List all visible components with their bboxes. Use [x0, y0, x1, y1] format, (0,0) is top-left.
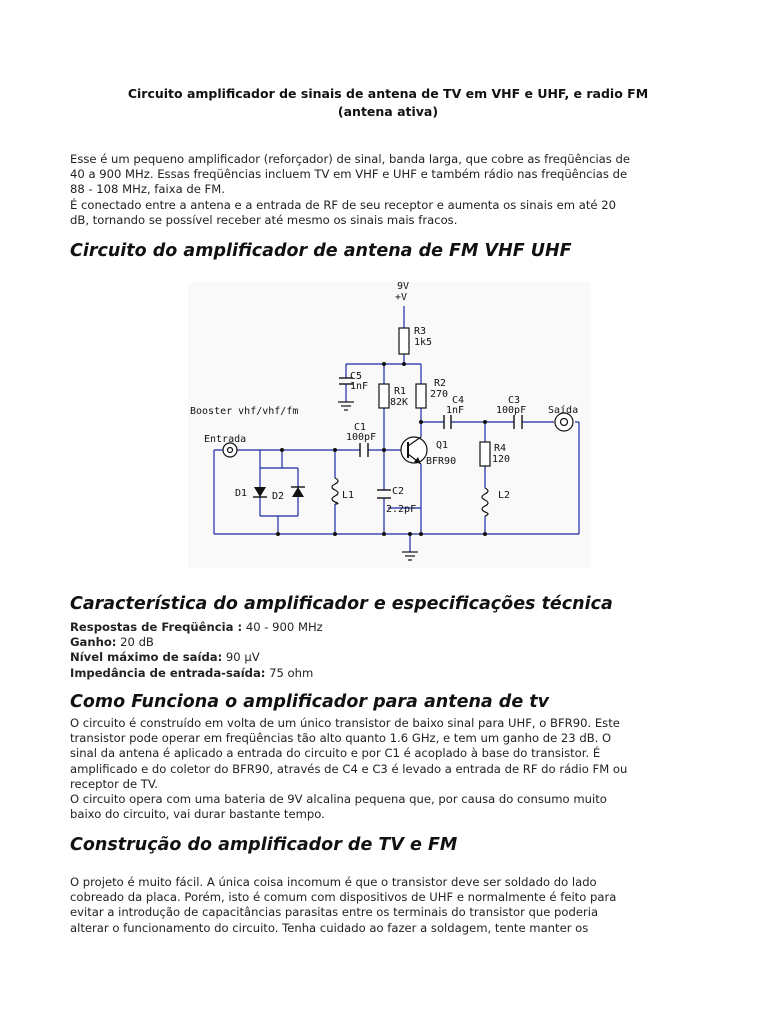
label-c4: C4	[452, 395, 465, 406]
construction-line: cobreado da placa. Porém, isto é comum com dispositivos de UHF e normalmente é feito para	[70, 890, 617, 905]
label-d2: D2	[272, 491, 285, 502]
resistor-r3	[399, 328, 409, 354]
how-it-works-line: transistor pode operar em freqüências tão alto quanto 1.6 GHz, e tem um ganho de 23 dB. O	[70, 731, 612, 746]
intro-paragraph	[70, 152, 710, 228]
label-c3-value: 100pF	[496, 405, 527, 416]
resistor-r2	[416, 384, 426, 408]
how-it-works-line: amplificado e do coletor do BFR90, através de C4 e C3 é levado a entrada de RF do rádio FM ou	[70, 761, 628, 776]
intro-line: 40 a 900 MHz. Essas freqüências incluem TV em VHF e UHF e também rádio nas freqüências de	[70, 167, 628, 182]
label-r4-value: 120	[492, 454, 511, 465]
label-c2: C2	[392, 486, 405, 497]
label-r4: R4	[494, 443, 507, 454]
label-c4-value: 1nF	[446, 405, 465, 416]
spec-row	[70, 635, 323, 650]
label-r1-value: 82K	[390, 397, 409, 408]
label-d1: D1	[235, 488, 248, 499]
transistor-q1-icon	[401, 437, 427, 464]
section-heading-circuit: Circuito do amplificador de antena de FM VHF UHF	[70, 241, 572, 261]
label-r2: R2	[434, 378, 447, 389]
label-booster: Booster vhf/vhf/fm	[190, 406, 299, 417]
label-r3: R3	[414, 326, 427, 337]
construction-line: alterar o funcionamento do circuito. Tenha cuidado ao fazer a soldagem, tente manter os	[70, 920, 589, 935]
label-entrada: Entrada	[204, 434, 247, 445]
spec-row	[70, 620, 323, 635]
page-title-line1: Circuito amplificador de sinais de antena de TV em VHF e UHF, e radio FM	[127, 86, 649, 101]
section-heading-specs: Característica do amplificador e especificações técnica	[70, 594, 613, 614]
specs-list	[70, 620, 323, 681]
schematic-background	[188, 282, 590, 568]
how-it-works-line: O circuito é construído em volta de um único transistor de baixo sinal para UHF, o BFR90. Este	[70, 716, 620, 730]
how-it-works-line: O circuito opera com uma bateria de 9V alcalina pequena que, por causa do consumo muito	[70, 792, 607, 807]
spec-value: 90 μV	[222, 650, 260, 665]
spec-value: 20 dB	[116, 635, 154, 650]
spec-label: Impedância de entrada-saída:	[70, 665, 266, 680]
how-it-works-line: sinal da antena é aplicado a entrada do circuito e por C1 é acoplado à base do transistor. É	[70, 746, 601, 761]
label-c1: C1	[354, 422, 367, 433]
label-r3-value: 1k5	[414, 337, 433, 348]
spec-label: Nível máximo de saída:	[70, 650, 223, 665]
resistor-r4	[480, 442, 490, 466]
spec-row	[70, 666, 323, 681]
construction-line: evitar a introdução de capacitâncias parasitas entre os terminais do transistor que poderia	[70, 905, 599, 920]
resistor-r1	[379, 384, 389, 408]
label-supply-plus: +V	[395, 292, 408, 303]
intro-line: É conectado entre a antena e a entrada de RF de seu receptor e aumenta os sinais em até 20	[70, 197, 616, 212]
spec-label: Ganho:	[70, 635, 117, 650]
how-it-works-line: receptor de TV.	[70, 776, 158, 791]
spec-value: 75 ohm	[265, 665, 314, 680]
label-q1: Q1	[436, 440, 449, 451]
how-it-works-paragraph	[70, 716, 710, 822]
spec-row	[70, 650, 323, 665]
intro-line: dB, tornando se possível receber até mesmo os sinais mais fracos.	[70, 212, 458, 227]
spec-value: 40 - 900 MHz	[242, 620, 323, 634]
label-c2-value: 2.2pF	[386, 504, 417, 515]
label-l1: L1	[342, 490, 355, 501]
section-heading-how-it-works: Como Funciona o amplificador para antena de tv	[70, 692, 550, 712]
label-c1-value: 100pF	[346, 432, 377, 443]
entrada-connector-icon	[223, 443, 237, 457]
section-heading-construction: Construção do amplificador de TV e FM	[70, 835, 458, 855]
label-l2: L2	[498, 490, 511, 501]
label-q1-value: BFR90	[426, 456, 457, 467]
spec-label: Respostas de Freqüência :	[70, 620, 243, 634]
construction-line: O projeto é muito fácil. A única coisa incomum é que o transistor deve ser soldado do lado	[70, 875, 597, 889]
label-c5: C5	[350, 371, 363, 382]
intro-line: Esse é um pequeno amplificador (reforçador) de sinal, banda larga, que cobre as freqüências de	[70, 152, 630, 166]
page-title-line2: (antena ativa)	[337, 104, 439, 119]
label-saida: Saída	[548, 405, 579, 416]
label-c3: C3	[508, 395, 521, 406]
page-title	[70, 85, 706, 121]
construction-paragraph	[70, 875, 710, 936]
label-c5-value: 1nF	[350, 381, 369, 392]
label-supply-v: 9V	[397, 282, 410, 292]
label-r1: R1	[394, 386, 407, 397]
circuit-schematic	[188, 282, 590, 568]
intro-line: 88 - 108 MHz, faixa de FM.	[70, 182, 225, 197]
label-r2-value: 270	[430, 389, 449, 400]
how-it-works-line: baixo do circuito, vai durar bastante tempo.	[70, 807, 325, 822]
